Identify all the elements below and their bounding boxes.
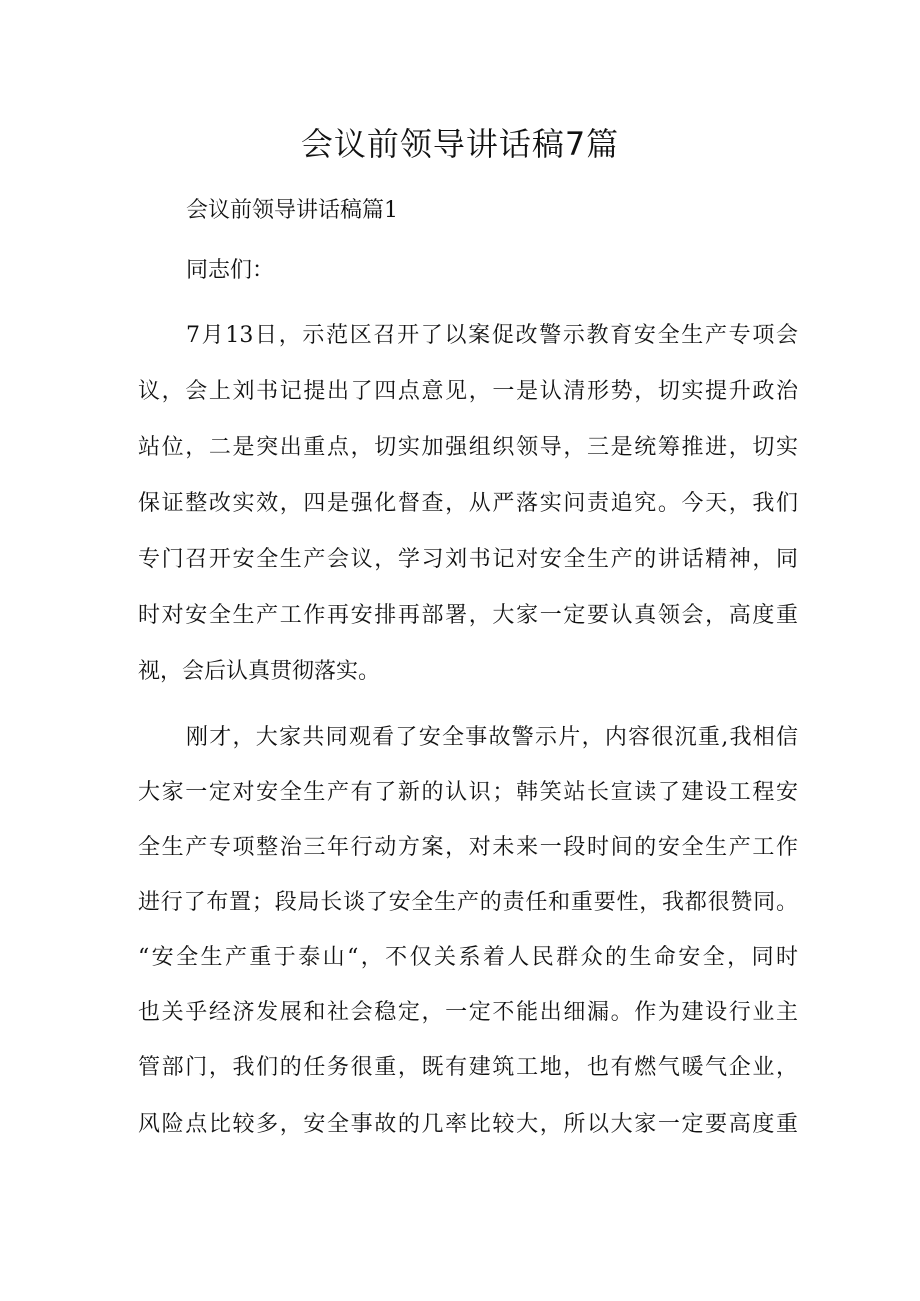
salutation: 同志们： [186, 258, 275, 283]
paragraph-1-line: 时对安全生产工作再安排再部署，大家一定要认真领会，高度重 [138, 603, 798, 628]
paragraph-2-line: 进行了布置；段局长谈了安全生产的责任和重要性，我都很赞同。 [138, 890, 798, 915]
paragraph-2-line: 全生产专项整治三年行动方案，对未来一段时间的安全生产工作 [138, 835, 798, 860]
paragraph-1-line: 专门召开安全生产会议，学习刘书记对安全生产的讲话精神，同 [138, 547, 798, 572]
paragraph-2-line: 管部门，我们的任务很重，既有建筑工地，也有燃气暖气企业， [138, 1055, 798, 1080]
paragraph-1-line: 保证整改实效，四是强化督查，从严落实问责追究。今天，我们 [138, 491, 798, 516]
paragraph-2-line: 大家一定对安全生产有了新的认识；韩笑站长宣读了建设工程安 [138, 780, 798, 805]
section-heading: 会议前领导讲话稿篇1 [186, 198, 398, 223]
paragraph-1-line: 站位，二是突出重点，切实加强组织领导，三是统筹推进，切实 [138, 435, 798, 460]
paragraph-2-line: “安全生产重于泰山“，不仅关系着人民群众的生命安全，同时 [138, 945, 798, 970]
paragraph-2-line: 也关乎经济发展和社会稳定，一定不能出细漏。作为建设行业主 [138, 1000, 798, 1025]
paragraph-1-line: 视，会后认真贯彻落实。 [138, 659, 381, 684]
paragraph-1-line: 7月13日，示范区召开了以案促改警示教育安全生产专项会 [186, 323, 798, 348]
paragraph-2-line: 刚才，大家共同观看了安全事故警示片，内容很沉重,我相信 [186, 725, 798, 750]
document-title: 会议前领导讲话稿7篇 [300, 125, 620, 163]
paragraph-1-line: 议，会上刘书记提出了四点意见，一是认清形势，切实提升政治 [138, 379, 798, 404]
paragraph-2-line: 风险点比较多，安全事故的几率比较大，所以大家一定要高度重 [138, 1112, 798, 1137]
